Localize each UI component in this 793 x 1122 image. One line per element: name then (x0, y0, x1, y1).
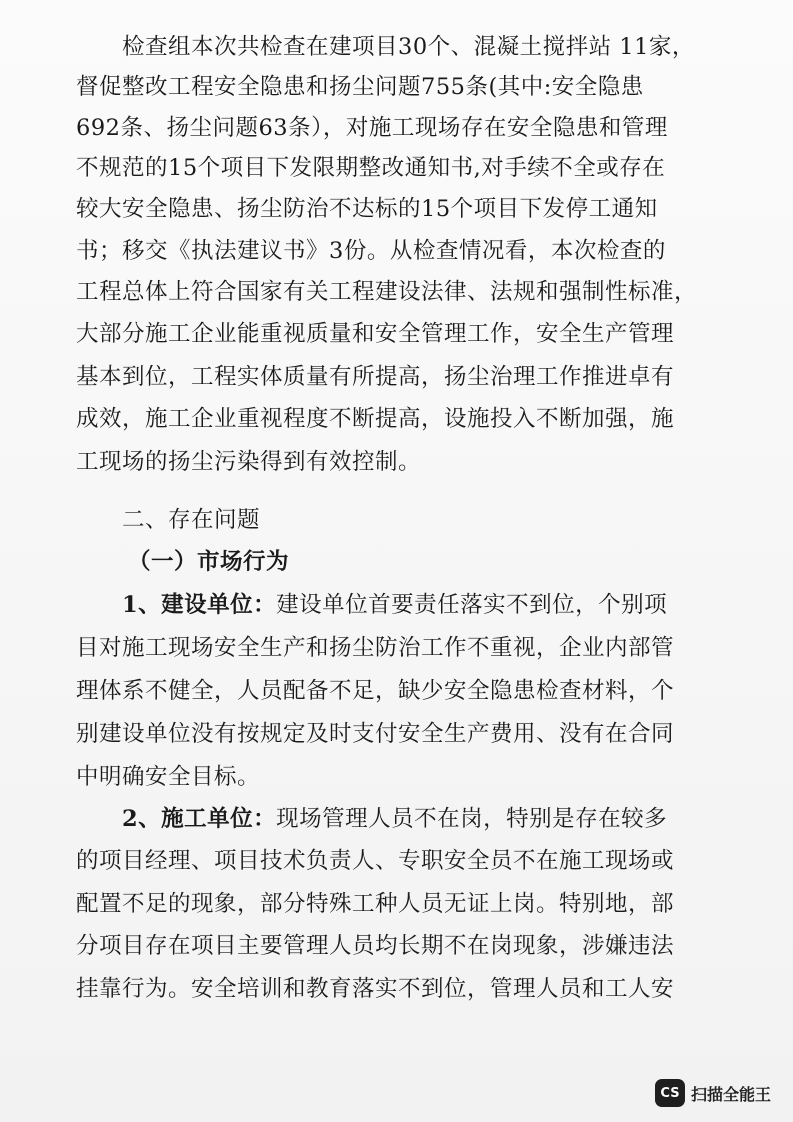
text-line: 配置不足的现象，部分特殊工种人员无证上岗。特别地，部 (76, 891, 675, 917)
watermark-text: 扫描全能王 (691, 1084, 772, 1104)
camscanner-logo-icon: CS (655, 1079, 685, 1107)
text-line: 督促整改工程安全隐患和扬尘问题755条(其中:安全隐患 (76, 74, 644, 100)
paragraph-text: 建设单位首要责任落实不到位，个别项 (276, 592, 668, 618)
text-line: 基本到位，工程实体质量有所提高，扬尘治理工作推进卓有 (76, 364, 675, 390)
paragraph-label: 1、建设单位： (122, 592, 277, 618)
text-line: 理体系不健全，人员配备不足，缺少安全隐患检查材料，个 (76, 678, 675, 704)
text-line: 中明确安全目标。 (76, 764, 261, 790)
text-line: 分项目存在项目主要管理人员均长期不在岗现象，涉嫌违法 (76, 933, 675, 959)
camscanner-watermark (655, 1079, 771, 1107)
paragraph-first-line (122, 804, 722, 834)
text-line: 692条、扬尘问题63条），对施工现场存在安全隐患和管理 (76, 115, 668, 141)
text-line: 挂靠行为。安全培训和教育落实不到位，管理人员和工人安 (76, 976, 675, 1002)
text-line: 别建设单位没有按规定及时支付安全生产费用、没有在合同 (76, 721, 675, 747)
text-line: 工程总体上符合国家有关工程建设法律、法规和强制性标准， (76, 279, 698, 305)
text-line: 大部分施工企业能重视质量和安全管理工作，安全生产管理 (76, 321, 675, 347)
paragraph-first-line (122, 590, 722, 620)
text-line: 检查组本次共检查在建项目30个、混凝土搅拌站 11家， (122, 34, 695, 60)
text-line: 工现场的扬尘污染得到有效控制。 (76, 449, 422, 475)
text-line: 成效，施工企业重视程度不断提高，设施投入不断加强，施 (76, 406, 675, 432)
paragraph-label: 2、施工单位： (122, 806, 277, 832)
paragraph-text: 现场管理人员不在岗，特别是存在较多 (276, 806, 668, 832)
text-line: 较大安全隐患、扬尘防治不达标的15个项目下发停工通知 (76, 196, 658, 222)
text-line: 目对施工现场安全生产和扬尘防治工作不重视，企业内部管 (76, 635, 675, 661)
subsection-heading: （一）市场行为 (128, 549, 290, 575)
text-line: 的项目经理、项目技术负责人、专职安全员不在施工现场或 (76, 848, 675, 874)
text-line: 不规范的15个项目下发限期整改通知书,对手续不全或存在 (76, 155, 666, 181)
text-line: 书；移交《执法建议书》3份。从检查情况看，本次检查的 (76, 238, 666, 264)
section-heading: 二、存在问题 (122, 507, 261, 533)
